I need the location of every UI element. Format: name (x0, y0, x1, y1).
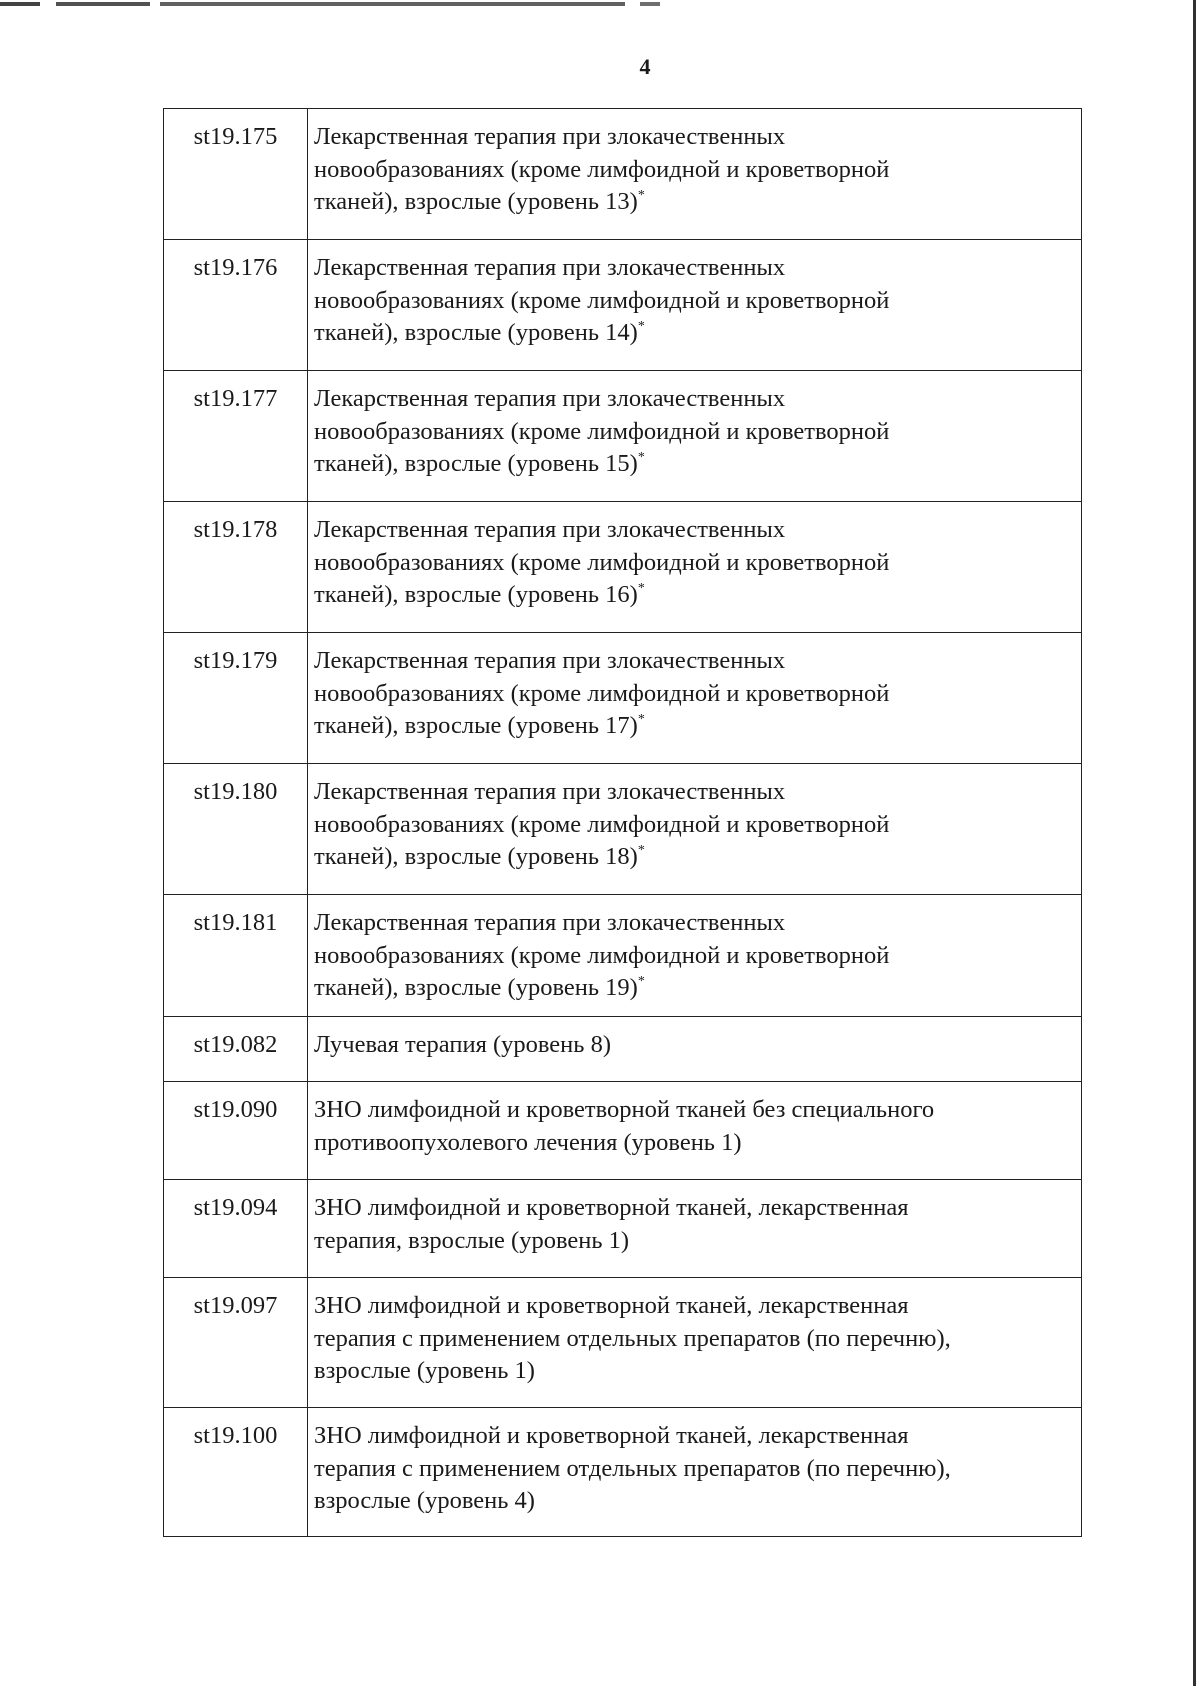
tariff-table-body (164, 109, 1082, 1537)
row-code: st19.181 (164, 895, 308, 1017)
row-code: st19.097 (164, 1278, 308, 1408)
scan-artifact-top-line (0, 2, 700, 6)
footnote-mark: * (637, 712, 645, 727)
description-line: Лекарственная терапия при злокачественных (314, 778, 786, 805)
description-line: терапия с применением отдельных препаратов (по перечню), (314, 1454, 951, 1482)
description-line: новообразованиях (кроме лимфоидной и кроветворной (314, 417, 890, 445)
description-line-text: тканей), взрослые (уровень 14) (314, 319, 638, 346)
row-code: st19.176 (164, 240, 308, 371)
description-line-text: тканей), взрослые (уровень 13) (314, 188, 638, 215)
row-description (308, 1017, 1082, 1082)
scan-artifact-right-edge (1193, 0, 1196, 1686)
description-line: взрослые (уровень 4) (314, 1487, 535, 1514)
row-description (308, 502, 1082, 633)
row-description (308, 1408, 1082, 1537)
table-row (164, 633, 1082, 764)
description-line: новообразованиях (кроме лимфоидной и кроветворной (314, 155, 890, 183)
description-line: противоопухолевого лечения (уровень 1) (314, 1128, 742, 1156)
description-line: новообразованиях (кроме лимфоидной и кроветворной (314, 679, 890, 707)
description-line (314, 841, 1073, 874)
row-description (308, 633, 1082, 764)
description-line: ЗНО лимфоидной и кроветворной тканей, лекарственная (314, 1194, 909, 1221)
table-row (164, 240, 1082, 371)
row-description (308, 764, 1082, 895)
footnote-mark: * (637, 843, 645, 858)
table-row (164, 1180, 1082, 1278)
table-row (164, 895, 1082, 1017)
footnote-mark: * (637, 450, 645, 465)
description-line-text: тканей), взрослые (уровень 15) (314, 450, 638, 477)
table-row (164, 502, 1082, 633)
footnote-mark: * (637, 319, 645, 334)
description-line: терапия, взрослые (уровень 1) (314, 1226, 630, 1254)
row-code: st19.178 (164, 502, 308, 633)
description-line: Лекарственная терапия при злокачественных (314, 909, 786, 936)
description-line-text: тканей), взрослые (уровень 18) (314, 843, 638, 870)
description-line: Лекарственная терапия при злокачественных (314, 123, 786, 150)
row-code: st19.100 (164, 1408, 308, 1537)
description-line (314, 710, 1073, 743)
description-line: Лекарственная терапия при злокачественных (314, 254, 786, 281)
row-description (308, 109, 1082, 240)
description-line: Лучевая терапия (уровень 8) (314, 1031, 611, 1058)
tariff-table (163, 108, 1082, 1537)
table-row (164, 1017, 1082, 1082)
row-code: st19.175 (164, 109, 308, 240)
footnote-mark: * (637, 581, 645, 596)
description-line-text: тканей), взрослые (уровень 16) (314, 581, 638, 608)
row-code: st19.082 (164, 1017, 308, 1082)
page-number: 4 (639, 54, 651, 79)
row-code: st19.177 (164, 371, 308, 502)
table-row (164, 109, 1082, 240)
table-row (164, 764, 1082, 895)
table-row (164, 371, 1082, 502)
description-line: Лекарственная терапия при злокачественных (314, 647, 786, 674)
description-line-text: тканей), взрослые (уровень 19) (314, 974, 638, 1001)
row-code: st19.180 (164, 764, 308, 895)
description-line: терапия с применением отдельных препаратов (по перечню), (314, 1324, 951, 1352)
footnote-mark: * (637, 974, 645, 989)
table-row (164, 1082, 1082, 1180)
description-line: ЗНО лимфоидной и кроветворной тканей, лекарственная (314, 1292, 909, 1319)
description-line: Лекарственная терапия при злокачественных (314, 516, 786, 543)
description-line: новообразованиях (кроме лимфоидной и кроветворной (314, 810, 890, 838)
row-description (308, 1278, 1082, 1408)
description-line: Лекарственная терапия при злокачественных (314, 385, 786, 412)
row-code: st19.179 (164, 633, 308, 764)
row-description (308, 1082, 1082, 1180)
row-description (308, 1180, 1082, 1278)
description-line: новообразованиях (кроме лимфоидной и кроветворной (314, 286, 890, 314)
description-line: новообразованиях (кроме лимфоидной и кроветворной (314, 548, 890, 576)
row-description (308, 240, 1082, 371)
description-line (314, 972, 1073, 1005)
description-line (314, 579, 1073, 612)
description-line: ЗНО лимфоидной и кроветворной тканей, лекарственная (314, 1422, 909, 1449)
table-row (164, 1278, 1082, 1408)
table-row (164, 1408, 1082, 1537)
description-line: взрослые (уровень 1) (314, 1357, 535, 1384)
description-line (314, 448, 1073, 481)
description-line (314, 186, 1073, 219)
description-line (314, 317, 1073, 350)
description-line: ЗНО лимфоидной и кроветворной тканей без специального (314, 1096, 935, 1123)
row-code: st19.090 (164, 1082, 308, 1180)
row-description (308, 371, 1082, 502)
description-line-text: тканей), взрослые (уровень 17) (314, 712, 638, 739)
footnote-mark: * (637, 188, 645, 203)
description-line: новообразованиях (кроме лимфоидной и кроветворной (314, 941, 890, 969)
row-description (308, 895, 1082, 1017)
row-code: st19.094 (164, 1180, 308, 1278)
